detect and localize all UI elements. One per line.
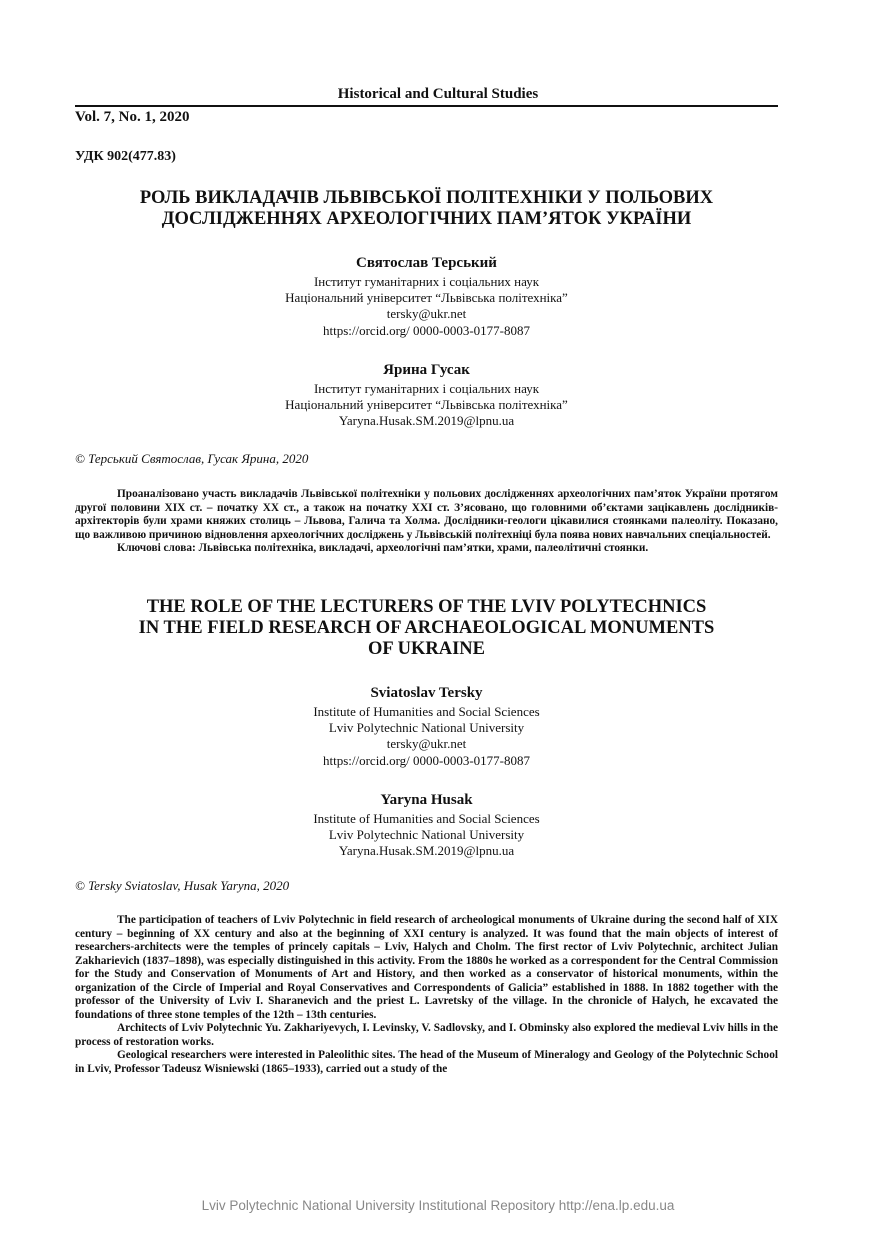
ua-author1-name: Святослав Терський bbox=[356, 255, 497, 271]
en-author1-name: Sviatoslav Tersky bbox=[370, 685, 483, 701]
ua-keywords: Ключові слова: Львівська політехніка, викладачі, археологічні пам’ятки, храми, палеолітичні стоянки. bbox=[117, 542, 649, 555]
ua-author1-email[interactable]: tersky@ukr.net bbox=[386, 306, 467, 322]
ua-author2-affiliation bbox=[75, 381, 778, 430]
volume-info: Vol. 7, No. 1, 2020 bbox=[75, 109, 190, 125]
udk-code: УДК 902(477.83) bbox=[75, 149, 176, 164]
ua-author2-institute: Інститут гуманітарних і соціальних наук bbox=[313, 381, 540, 396]
en-abstract bbox=[75, 914, 778, 1077]
journal-name: Historical and Cultural Studies bbox=[337, 86, 539, 102]
en-author1-affiliation bbox=[75, 704, 778, 769]
en-author2-university: Lviv Polytechnic National University bbox=[328, 827, 525, 843]
repository-footer[interactable]: Lviv Polytechnic National University Institutional Repository http://ena.lp.edu.ua bbox=[201, 1198, 675, 1213]
en-author1-university: Lviv Polytechnic National University bbox=[328, 720, 525, 736]
ua-copyright: © Терський Святослав, Гусак Ярина, 2020 bbox=[75, 451, 309, 466]
ua-author2-email[interactable]: Yaryna.Husak.SM.2019@lpnu.ua bbox=[338, 413, 515, 429]
en-author2-name: Yaryna Husak bbox=[380, 792, 473, 808]
en-author2-institute: Institute of Humanities and Social Sciences bbox=[313, 811, 540, 826]
en-copyright: © Tersky Sviatoslav, Husak Yaryna, 2020 bbox=[75, 878, 290, 893]
en-title-line: THE ROLE OF THE LECTURERS OF THE LVIV POLYTECHNICS bbox=[146, 597, 707, 617]
ua-author1-affiliation bbox=[75, 274, 778, 339]
ua-author1-institute: Інститут гуманітарних і соціальних наук bbox=[313, 274, 540, 289]
ua-title-line: ДОСЛІДЖЕННЯХ АРХЕОЛОГІЧНИХ ПАМ’ЯТОК УКРАЇНИ bbox=[161, 209, 692, 229]
ua-author1-orcid[interactable]: https://orcid.org/ 0000-0003-0177-8087 bbox=[322, 322, 531, 338]
ua-author1-university: Національний університет “Львівська політехніка” bbox=[285, 290, 568, 306]
en-title-line: IN THE FIELD RESEARCH OF ARCHAEOLOGICAL MONUMENTS bbox=[138, 618, 715, 638]
ua-author2-university: Національний університет “Львівська політехніка” bbox=[285, 397, 568, 413]
en-title-line: OF UKRAINE bbox=[368, 639, 485, 659]
en-author1-institute: Institute of Humanities and Social Sciences bbox=[313, 704, 540, 719]
en-abstract-paragraph: Architects of Lviv Polytechnic Yu. Zakhariyevych, I. Levinsky, V. Sadlovsky, and I. Obminsky also explored the medieval Lviv hills in the process of restoration works. bbox=[75, 1022, 778, 1048]
ua-abstract bbox=[75, 488, 778, 556]
header-rule bbox=[75, 105, 778, 107]
ua-abstract-text: Проаналізовано участь викладачів Львівської політехніки у польових дослідженнях археологічних пам’яток України протягом другої половини XIX ст. – початку XX ст., а також на початку XXI ст. З’ясовано, що головними об’єктами зацікавлень дослідників-архітекторів були храми княжих столиць – Львова, Галича та Холма. Дослідники-геологи цікавилися стоянками палеоліту. Показано, що важливою причиною відновлення археологічних досліджень у Львівській політехніці була поява нових навчальних спеціальностей. bbox=[75, 488, 778, 541]
en-abstract-paragraph: Geological researchers were interested in Paleolithic sites. The head of the Museum of Mineralogy and Geology of the Polytechnic School in Lviv, Professor Tadeusz Wisniewski (1865–1933), carried out a study of the bbox=[75, 1049, 778, 1076]
en-title bbox=[75, 597, 778, 660]
en-author2-email[interactable]: Yaryna.Husak.SM.2019@lpnu.ua bbox=[338, 843, 515, 859]
en-author1-email[interactable]: tersky@ukr.net bbox=[386, 736, 467, 752]
ua-title-line: РОЛЬ ВИКЛАДАЧІВ ЛЬВІВСЬКОЇ ПОЛІТЕХНІКИ У ПОЛЬОВИХ bbox=[139, 188, 714, 208]
en-author2-affiliation bbox=[75, 811, 778, 860]
ua-title bbox=[75, 188, 778, 230]
en-abstract-paragraph: The participation of teachers of Lviv Polytechnic in field research of archeological monuments of Ukraine during the second half of XIX century – beginning of XX century and also at the beginning of XXI century is analyzed. It was found that the main objects of interest of researchers-architects were the temples of princely capitals – Lviv, Halych and Cholm. The first rector of Lviv Polytechnic, architect Julian Zakharievich (1837–1898), was especially distinguished in this activity. From the 1880s he worked as a correspondent for the Central Commission for the Study and Conservation of Monuments of Art and History, and then worked as a conservator of historical monuments, within the organization of the Circle of Imperial and Royal Conservatives and Correspondents of Galicia” established in 1888. In 1882 together with the professor of the University of Lviv I. Sharanevich and the priest L. Lavretsky of the village. In the chronicle of Halych, he excavated the foundations of three stone temples of the 12th – 13th centuries. bbox=[75, 914, 778, 1021]
en-author1-orcid[interactable]: https://orcid.org/ 0000-0003-0177-8087 bbox=[322, 752, 531, 768]
ua-author2-name: Ярина Гусак bbox=[383, 362, 470, 378]
